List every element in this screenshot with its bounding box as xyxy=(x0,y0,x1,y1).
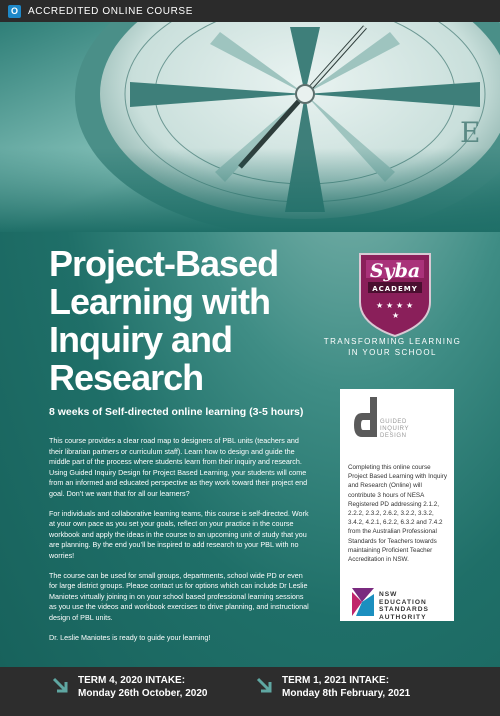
header-bar xyxy=(0,0,500,22)
gid-logo-text xyxy=(380,419,409,440)
syba-logo-sub: ACADEMY xyxy=(372,285,418,293)
compass-illustration xyxy=(0,22,500,232)
title-line: Learning with xyxy=(49,281,270,322)
guided-inquiry-design-logo xyxy=(352,397,380,439)
nesa-line: EDUCATION xyxy=(379,598,427,606)
nesa-logo-icon xyxy=(350,586,376,618)
intake-bar xyxy=(0,667,500,716)
gid-line: DESIGN xyxy=(380,433,407,439)
gid-line: GUIDED xyxy=(380,419,407,425)
intake-date: Monday 26th October, 2020 xyxy=(78,688,208,699)
title-line: Project-Based xyxy=(49,243,279,284)
course-badge-icon: O xyxy=(8,5,21,18)
compass-photo xyxy=(0,22,500,232)
svg-text:★: ★ xyxy=(386,301,394,310)
course-subtitle: 8 weeks of Self-directed online learning (3-5 hours) xyxy=(49,406,304,418)
intake-title: TERM 1, 2021 INTAKE: xyxy=(282,675,390,686)
intake-date: Monday 8th February, 2021 xyxy=(282,688,411,699)
syba-academy-logo xyxy=(356,250,434,338)
arrow-down-right-icon xyxy=(256,677,274,695)
tagline-line: TRANSFORMING LEARNING xyxy=(323,337,462,346)
description-paragraph: This course provides a clear road map to designers of PBL units (teachers and their librarian partners or curriculum staff). Learn how to design and guide the middle part of the process where students learn from their inquiry and research. Using Guided Inquiry Design for Project Based Learning, your students will come from an informed and educated perspective as they work toward their project end goal. Don’t we want that for all our learners? xyxy=(49,436,308,498)
description-paragraph: The course can be used for small groups, departments, school wide PD or even for large district groups. Please contact us for options which can include Dr Leslie Maniotes virtually joining in on your school based professional learning sessions as you use the videos and workbook exercises to drive planning, and instructional design of PBL units. xyxy=(49,570,309,622)
intake-title: TERM 4, 2020 INTAKE: xyxy=(78,675,186,686)
course-title xyxy=(49,245,309,397)
accreditation-card xyxy=(340,389,454,621)
arrow-down-right-icon xyxy=(52,677,70,695)
header-label: ACCREDITED ONLINE COURSE xyxy=(28,5,193,17)
svg-text:★: ★ xyxy=(406,301,414,310)
course-description xyxy=(49,436,311,652)
nesa-line: NSW xyxy=(379,591,398,598)
title-line: Research xyxy=(49,357,204,398)
nesa-line: AUTHORITY xyxy=(379,613,427,621)
svg-text:★: ★ xyxy=(396,301,404,310)
nesa-line: STANDARDS xyxy=(379,606,429,613)
nesa-logo-text xyxy=(379,591,429,621)
accreditation-text: Completing this online course Project Based Learning with Inquiry and Research (Online) will contribute 3 hours of NESA Registered PD addressing 2.1.2, 2.2.2, 2.3.2, 2.6.2, 3.2.2, 3.3.2, 3.4.2, 4.2.1, 6.2.2, 6.3.2 and 7.4.2 from the Australian Professional Standards for Teachers towards maintaining Proficient Teacher Accreditation in NSW. xyxy=(348,464,448,564)
svg-text:★: ★ xyxy=(392,311,400,320)
description-paragraph: Dr. Leslie Maniotes is ready to guide your learning! xyxy=(49,632,211,642)
description-paragraph: For individuals and collaborative learning teams, this course is self-directed. Work at your own pace as you set your goals, reflect on your practice in the course workbook and apply the ideas in the course to an upcoming unit of study that you are planning. By the end you’ll be inspired to add research to your PBL with no worries! xyxy=(49,508,309,560)
tagline-line: IN YOUR SCHOOL xyxy=(348,348,437,357)
svg-text:★: ★ xyxy=(376,301,384,310)
gid-line: INQUIRY xyxy=(380,426,410,432)
intake-term1 xyxy=(282,674,410,700)
syba-logo-text: Syba xyxy=(369,260,421,282)
intake-term4 xyxy=(78,674,208,700)
title-line: Inquiry and xyxy=(49,319,233,360)
brand-tagline xyxy=(320,336,465,358)
